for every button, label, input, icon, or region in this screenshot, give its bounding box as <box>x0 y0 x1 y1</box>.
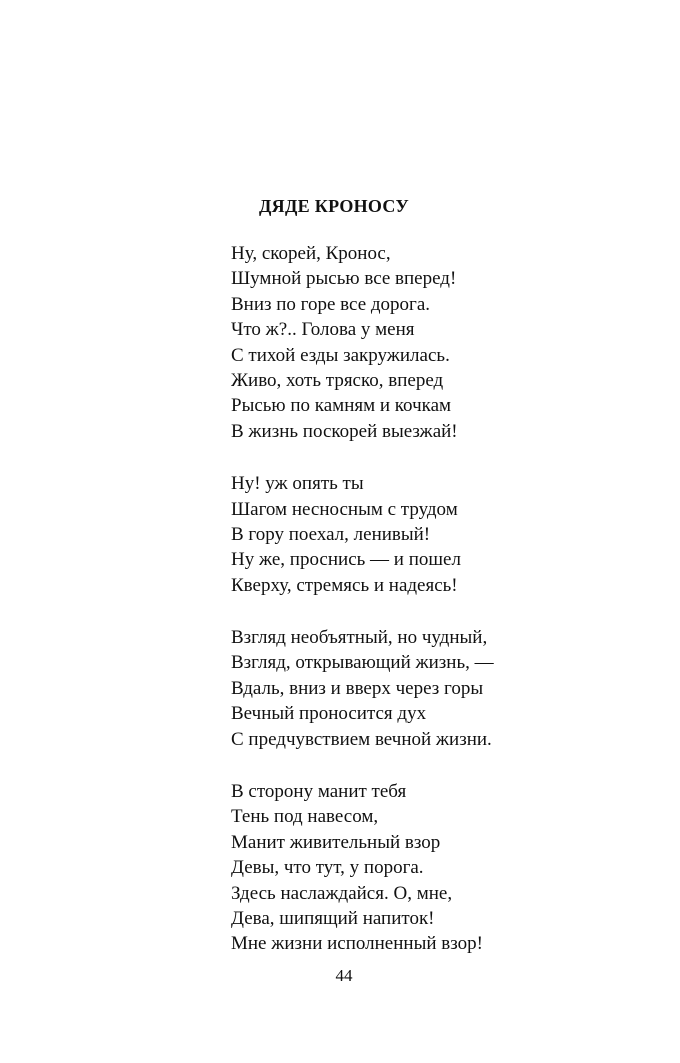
poem-line: Шагом несносным с трудом <box>231 498 458 520</box>
poem-body <box>231 241 661 984</box>
poem-line: Ну! уж опять ты <box>231 473 364 495</box>
poem-line: Манит живительный взор <box>231 831 441 853</box>
poem-line: Здесь наслаждайся. О, мне, <box>231 882 453 904</box>
poem-line: Вниз по горе все дорога. <box>231 293 431 315</box>
poem-line: В гору поехал, ленивый! <box>231 523 431 545</box>
poem-line: Вечный проносится дух <box>231 703 427 725</box>
poem-line: Вдаль, вниз и вверх через горы <box>231 677 484 699</box>
poem-line: Девы, что тут, у порога. <box>231 857 424 879</box>
poem-line: Рысью по камням и кочкам <box>231 395 452 417</box>
poem-line: Что ж?.. Голова у меня <box>231 319 415 341</box>
page-number: 44 <box>335 966 353 985</box>
poem-line: С тихой езды закружилась. <box>231 344 450 366</box>
stanza-4 <box>231 779 661 957</box>
stanza-1 <box>231 241 661 444</box>
poem-line: Дева, шипящий напиток! <box>231 907 435 929</box>
poem-line: Живо, хоть тряско, вперед <box>231 369 444 391</box>
poem-line: Шумной рысью все вперед! <box>231 268 457 290</box>
poem-line: Ну же, проснись — и пошел <box>231 549 461 571</box>
poem-line: Ну, скорей, Кронос, <box>231 243 391 264</box>
poem-title: ДЯДЕ КРОНОСУ <box>259 196 410 216</box>
poem-line: Мне жизни исполненный взор! <box>231 933 483 955</box>
poem-line: Взгляд необъятный, но чудный, <box>231 627 488 649</box>
poem-line: Тень под навесом, <box>231 806 379 828</box>
poem-line: Кверху, стремясь и надеясь! <box>231 574 458 596</box>
stanza-2 <box>231 471 661 598</box>
poem-line: С предчувствием вечной жизни. <box>231 728 492 750</box>
poem-line: В жизнь поскорей выезжай! <box>231 420 458 442</box>
poem-line: В сторону манит тебя <box>231 781 407 803</box>
poem-line: Взгляд, открывающий жизнь, — <box>231 652 494 674</box>
stanza-3 <box>231 625 661 752</box>
